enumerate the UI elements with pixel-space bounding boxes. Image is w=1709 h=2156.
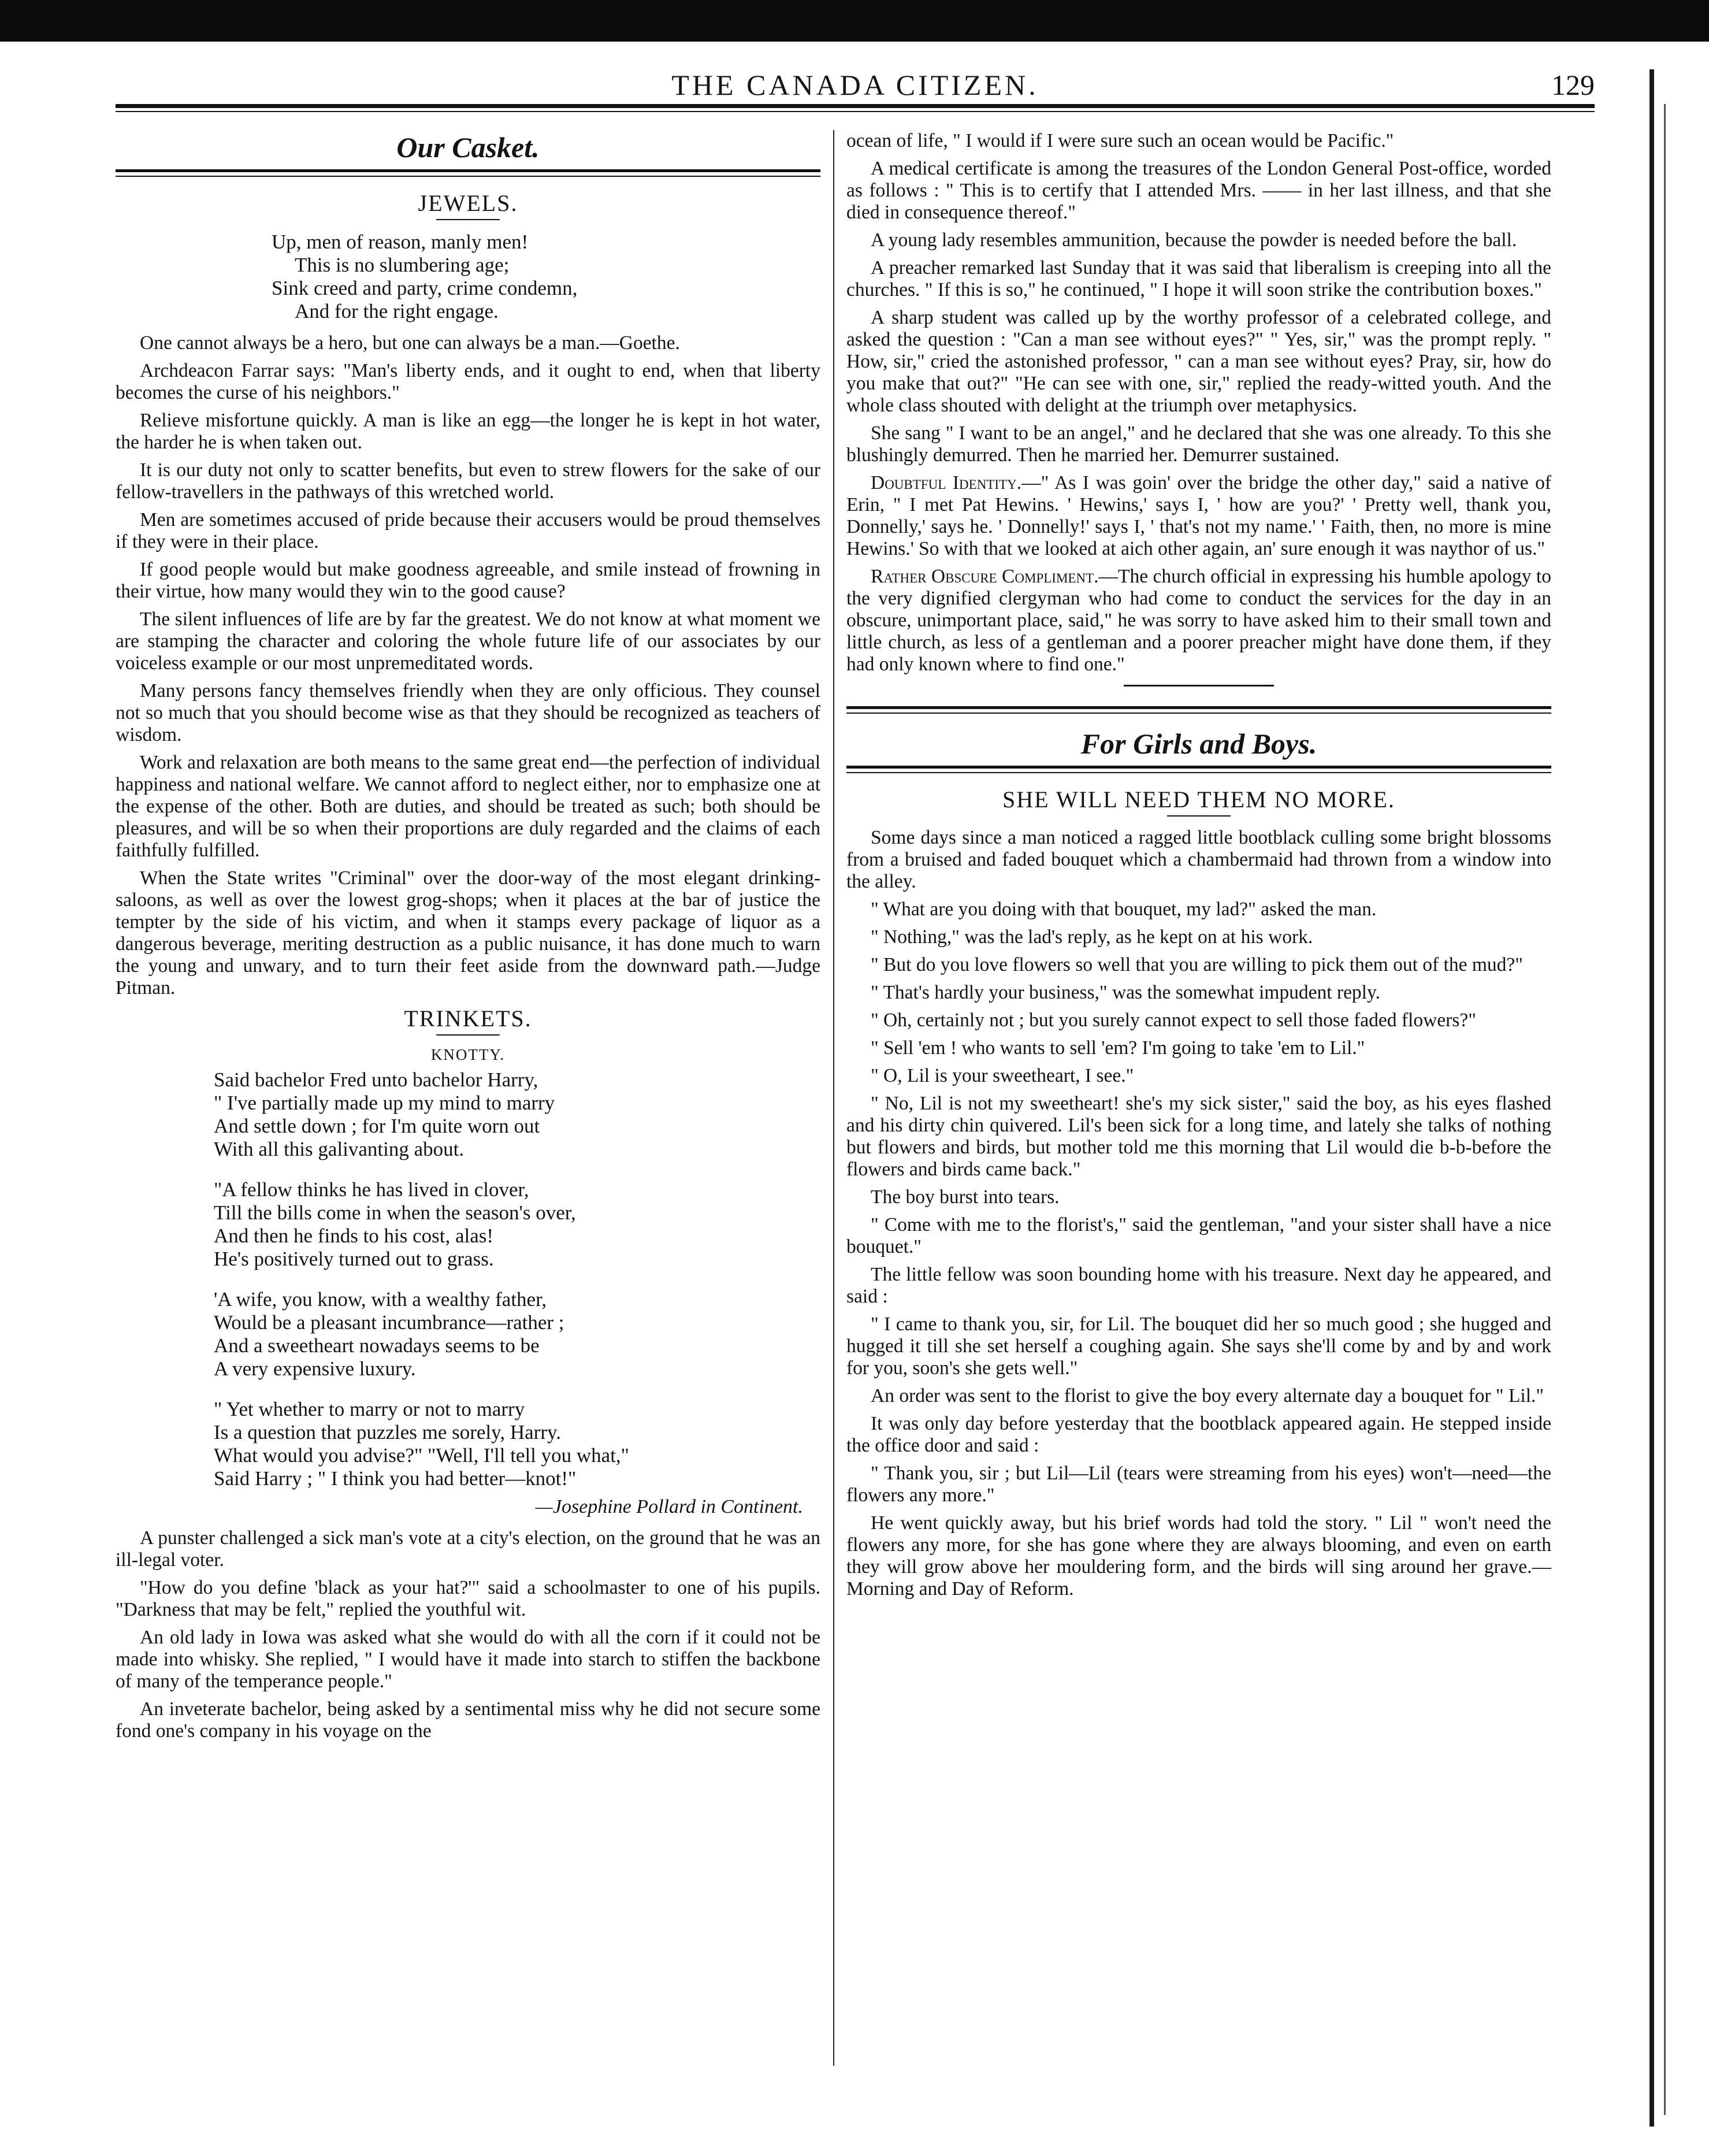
poem-line: " Yet whether to marry or not to marry <box>214 1398 525 1420</box>
story-paragraph: He went quickly away, but his brief words had told the story. " Lil " won't need the flowers any more, for she has gone where they are always blooming, and even on earth they will grow above her mouldering form, and the birds will sing around her grave.—Morning and Day of Reform. <box>846 1512 1551 1600</box>
poem-line: And settle down ; for I'm quite worn out <box>214 1115 540 1137</box>
newspaper-title: THE CANADA CITIZEN. <box>671 69 1039 101</box>
trinket-paragraph: "How do you define 'black as your hat?'" said a schoolmaster to one of his pupils. "Darkness that may be felt," replied the youthful wit. <box>116 1577 820 1620</box>
story-paragraph: An order was sent to the florist to give the boy every alternate day a bouquet for " Lil." <box>871 1385 1544 1407</box>
poem-line: What would you advise?" "Well, I'll tell you what," <box>214 1444 629 1467</box>
jewel-paragraph: When the State writes "Criminal" over the door-way of the most elegant drinking-saloons, as well as over the lowest grog-shops; when it places at the bar of justice the tempter by the side of his victim, and when it stamps every package of liquor as a dangerous beverage, meriting destruction as a public nuisance, it has done much to warn the young and unwary, and to turn their feet aside from the downward path.—Judge Pitman. <box>116 867 820 999</box>
poem-line: This is no slumbering age; <box>295 254 510 276</box>
poem-line: Would be a pleasant incumbrance—rather ; <box>214 1311 564 1334</box>
section-title-our-casket: Our Casket. <box>396 131 540 164</box>
poem-line: Up, men of reason, manly men! <box>272 231 529 253</box>
header-rule <box>116 104 1595 108</box>
trinket-paragraph: A punster challenged a sick man's vote at a city's election, on the ground that he was an ill-legal voter. <box>116 1527 820 1571</box>
jewel-paragraph: One cannot always be a hero, but one can always be a man.—Goethe. <box>140 332 680 354</box>
page-header <box>116 68 1595 109</box>
left-column <box>116 130 820 2069</box>
jewels-heading: JEWELS. <box>418 190 518 216</box>
story-paragraph: The little fellow was soon bounding home with his treasure. Next day he appeared, and said : <box>846 1264 1551 1307</box>
poem-line: Said Harry ; " I think you had better—knot!" <box>214 1467 577 1490</box>
poem-line: With all this galivanting about. <box>214 1138 465 1160</box>
trinket-paragraph: She sang " I want to be an angel," and he declared that she was one already. To this she blushingly demurred. Then he married her. Demurrer sustained. <box>846 422 1551 466</box>
right-column <box>846 130 1551 2069</box>
jewel-paragraph: Many persons fancy themselves friendly when they are only officious. They counsel not so much that you should become wise as that they should be recognized as teachers of wisdom. <box>116 680 820 745</box>
trinket-paragraph: An inveterate bachelor, being asked by a sentimental miss why he did not secure some fond one's company in his voyage on the <box>116 1698 820 1742</box>
story-paragraph: " Nothing," was the lad's reply, as he kept on at his work. <box>871 926 1313 948</box>
jewel-paragraph: Men are sometimes accused of pride because their accusers would be proud themselves if they were in their place. <box>116 509 820 552</box>
trinket-paragraph: A young lady resembles ammunition, because the powder is needed before the ball. <box>871 229 1517 251</box>
story-paragraph: " O, Lil is your sweetheart, I see." <box>871 1065 1134 1086</box>
poem-stanza <box>116 1068 820 1161</box>
poem-line: And for the right engage. <box>295 300 499 322</box>
poem-attribution: —Josephine Pollard in Continent. <box>535 1496 803 1517</box>
paragraph-text: —" As I was goin' over the bridge the other day," said a native of Erin, " I met Pat Hewins. ' Hewins,' says I, ' how are you?' ' Pretty well, thank you, Donnelly,' says he. ' Donnelly!' says I, ' that's not my name.' ' Faith, then, no more is mine Hewins.' So with that we looked at aich other again, an' sure enough it was naythor of us." <box>846 472 1551 559</box>
section-rule <box>846 706 1551 714</box>
poem-stanza <box>116 1178 820 1271</box>
scan-edge-inner <box>1664 104 1666 2115</box>
jewel-paragraph: It is our duty not only to scatter benefits, but even to strew flowers for the sake of our fellow-travellers in the pathways of this wretched world. <box>116 459 820 503</box>
continued-paragraph: ocean of life, " I would if I were sure such an ocean would be Pacific." <box>846 130 1394 151</box>
jewel-paragraph: Relieve misfortune quickly. A man is like an egg—the longer he is kept in hot water, the harder he is when taken out. <box>116 410 820 453</box>
trinket-paragraph: A medical certificate is among the treasures of the London General Post-office, worded as follows : " This is to certify that I attended Mrs. —— in her last illness, and that she died in consequence thereof." <box>846 158 1551 223</box>
story-paragraph: " I came to thank you, sir, for Lil. The bouquet did her so much good ; she hugged and hugged it till she set herself a coughing again. She says she'll come by and by and work for you, soon's she gets well." <box>846 1313 1551 1379</box>
poem-line: "A fellow thinks he has lived in clover, <box>214 1178 529 1201</box>
poem-line: And then he finds to his cost, alas! <box>214 1224 494 1247</box>
poem-stanza <box>116 1398 820 1490</box>
story-paragraph: Some days since a man noticed a ragged little bootblack culling some bright blossoms from a bruised and faded bouquet which a chambermaid had thrown from a window into the alley. <box>846 827 1551 892</box>
story-paragraph: " Come with me to the florist's," said the gentleman, "and your sister shall have a nice bouquet." <box>846 1214 1551 1257</box>
story-paragraph: It was only day before yesterday that the bootblack appeared again. He stepped inside the office door and said : <box>846 1413 1551 1456</box>
jewel-paragraph: The silent influences of life are by far the greatest. We do not know at what moment we are stamping the character and coloring the whole future life of our associates by our voiceless example or our most unpremeditated words. <box>116 608 820 674</box>
trinket-paragraph: A preacher remarked last Sunday that it was said that liberalism is creeping into all the churches. " If this is so," he continued, " I hope it will soon strike the contribution boxes." <box>846 257 1551 300</box>
heading-dash <box>1167 815 1231 817</box>
trinkets-heading: TRINKETS. <box>404 1005 532 1031</box>
story-paragraph: " But do you love flowers so well that you are willing to pick them out of the mud?" <box>871 954 1523 975</box>
poem-line: 'A wife, you know, with a wealthy father, <box>214 1288 547 1311</box>
knotty-heading: KNOTTY. <box>430 1046 506 1063</box>
jewel-paragraph: Work and relaxation are both means to the same great end—the perfection of individual happiness and national welfare. We cannot afford to neglect either, nor to emphasize one at the expense of the other. Both are duties, and should be treated as such; both should be pleasures, and will be so when their proportions are duly regarded and the claims of each faithfully fulfilled. <box>116 752 820 861</box>
heading-dash <box>436 1034 500 1036</box>
jewels-poem <box>116 231 820 323</box>
poem-line: " I've partially made up my mind to marry <box>214 1092 555 1114</box>
scan-edge <box>1649 69 1654 2127</box>
doubtful-identity-paragraph <box>846 472 1551 560</box>
section-title-for-girls-and-boys: For Girls and Boys. <box>1080 728 1317 760</box>
header-rule-thin <box>116 111 1595 112</box>
jewel-paragraph: Archdeacon Farrar says: "Man's liberty ends, and it ought to end, when that liberty becomes the curse of his neighbors." <box>116 360 820 403</box>
trinket-paragraph: A sharp student was called up by the worthy professor of a celebrated college, and asked the question : "Can a man see without eyes?" " Yes, sir," was the prompt reply. " How, sir," cried the astonished professor, " can a man see without eyes? Pray, sir, how do you make that out?" "He can see with one, sir," replied the ready-witted youth. And the whole class shouted with delight at the triumph over metaphysics. <box>846 307 1551 416</box>
story-paragraph: " Sell 'em ! who wants to sell 'em? I'm going to take 'em to Lil." <box>871 1037 1365 1059</box>
heading-dash <box>436 219 500 220</box>
poem-line: And a sweetheart nowadays seems to be <box>214 1334 540 1357</box>
poem-line: Sink creed and party, crime condemn, <box>272 277 578 299</box>
section-rule <box>846 766 1551 773</box>
story-paragraph: " What are you doing with that bouquet, my lad?" asked the man. <box>871 899 1377 920</box>
poem-stanza <box>116 1288 820 1381</box>
section-separator <box>1124 685 1274 686</box>
story-paragraph: The boy burst into tears. <box>871 1186 1060 1208</box>
story-paragraph: " Oh, certainly not ; but you surely cannot expect to sell those faded flowers?" <box>871 1010 1476 1031</box>
jewel-paragraph: If good people would but make goodness agreeable, and smile instead of frowning in their virtue, how many would they win to the good cause? <box>116 559 820 602</box>
column-divider <box>833 130 834 2066</box>
poem-line: Is a question that puzzles me sorely, Harry. <box>214 1421 561 1443</box>
obscure-compliment-paragraph <box>846 566 1551 676</box>
scan-top-border <box>0 0 1709 42</box>
poem-line: He's positively turned out to grass. <box>214 1248 494 1270</box>
run-in-heading: Rather Obscure Compliment. <box>871 566 1099 587</box>
poem-line: A very expensive luxury. <box>214 1357 416 1380</box>
section-rule <box>116 169 820 177</box>
trinket-paragraph: An old lady in Iowa was asked what she would do with all the corn if it could not be made into whisky. She replied, " I would have it made into starch to stiffen the backbone of many of the temperance people." <box>116 1627 820 1692</box>
page-number: 129 <box>1551 69 1595 101</box>
story-paragraph: " That's hardly your business," was the somewhat impudent reply. <box>871 982 1380 1003</box>
poem-line: Said bachelor Fred unto bachelor Harry, <box>214 1068 538 1091</box>
poem-line: Till the bills come in when the season's over, <box>214 1201 576 1224</box>
story-paragraph: " No, Lil is not my sweetheart! she's my sick sister," said the boy, as his eyes flashed and his dirty chin quivered. Lil's been sick for a long time, and lately she talks of nothing but flowers and birds, but mother told me this morning that Lil would die b-b-before the flowers and birds came back." <box>846 1093 1551 1180</box>
story-paragraph: " Thank you, sir ; but Lil—Lil (tears were streaming from his eyes) won't—need—the flowers any more." <box>846 1463 1551 1506</box>
story-heading: SHE WILL NEED THEM NO MORE. <box>1002 786 1395 812</box>
paragraph-text: —The church official in expressing his humble apology to the very dignified clergyman who had come to conduct the services for the day in an obscure, unimportant place, said," he was sorry to have asked him to their small town and little church, as less of a gentleman and a poorer preacher might have done them, if they had only known where to find one." <box>846 566 1551 675</box>
run-in-heading: Doubtful Identity. <box>871 472 1022 493</box>
